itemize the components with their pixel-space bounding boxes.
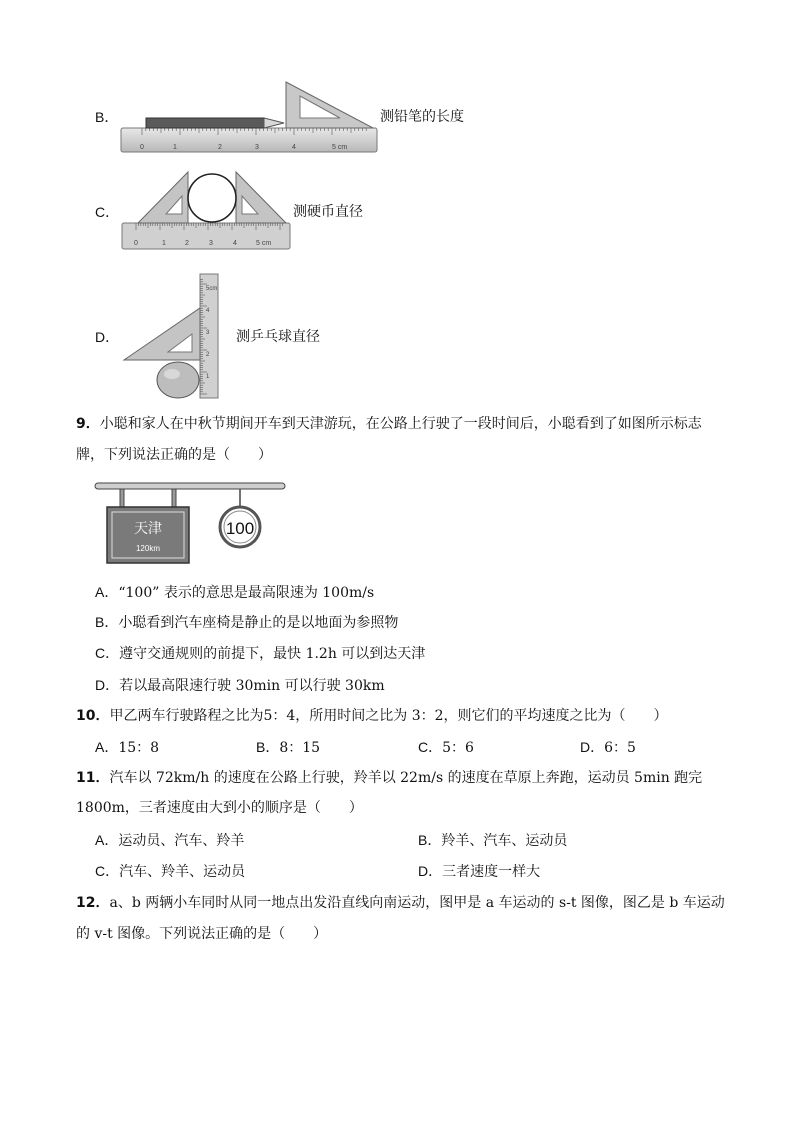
q8-option-b-letter: B．: [95, 109, 119, 125]
q10-option-c: [418, 737, 474, 758]
ruler-tick-label: 1: [162, 240, 166, 247]
option-letter: D．: [580, 739, 605, 755]
option-letter: C．: [95, 863, 120, 879]
option-text: 8：15: [279, 740, 321, 756]
option-letter: A．: [95, 832, 119, 848]
ruler-tick-label: 3: [206, 330, 210, 336]
q12-stem-text-1: a、b 两辆小车同时从同一地点出发沿直线向南运动，图甲是 a 车运动的 s-t 图像，图乙是 b 车运动: [109, 895, 725, 911]
option-letter: A．: [95, 739, 119, 755]
q9-number: 9．: [76, 416, 100, 432]
option-letter: A．: [95, 584, 119, 600]
pencil-shape: [146, 118, 264, 128]
q10-option-a: [95, 737, 159, 758]
option-letter: B．: [256, 739, 280, 755]
q11-stem-line2: 1800m，三者速度由大到小的顺序是（ ）: [76, 800, 363, 816]
ping-pong-ball-shape: [157, 362, 199, 398]
q12-stem-line2: 的 v-t 图像。下列说法正确的是（ ）: [76, 926, 328, 942]
sign-distance: 120km: [135, 544, 161, 553]
q9-option-a: [95, 582, 374, 603]
option-letter: C．: [418, 739, 443, 755]
q11-stem-text-1: 汽车以 72km/h 的速度在公路上行驶，羚羊以 22m/s 的速度在草原上奔跑，运动员 5min 跑完: [109, 770, 703, 786]
option-letter: C．: [95, 645, 120, 661]
q11-number: 11．: [76, 770, 110, 786]
ruler-tick-label: 1: [206, 374, 210, 380]
q11-stem-line1: [76, 768, 702, 788]
q10-stem: [76, 706, 668, 726]
option-letter: B．: [418, 832, 442, 848]
q9-stem-line2: 牌，下列说法正确的是（ ）: [76, 447, 272, 463]
ruler-tick-label: 5cm: [206, 286, 218, 292]
q10-option-b: [256, 737, 320, 758]
ruler-tick-label: 5 cm: [332, 144, 348, 151]
option-text: 若以最高限速行驶 30min 可以行驶 30km: [119, 678, 385, 694]
option-text: 羚羊、汽车、运动员: [441, 833, 568, 849]
ruler-tick-label: 2: [185, 240, 189, 247]
q8-option-d-label: 测乒乓球直径: [236, 329, 320, 345]
q11-option-d: [418, 861, 540, 882]
option-letter: B．: [95, 614, 119, 630]
option-letter: D．: [418, 863, 443, 879]
q11-option-c: [95, 861, 245, 882]
option-text: 15：8: [118, 740, 160, 756]
ruler-tick-label: 1: [173, 144, 177, 151]
q8-option-b-label: 测铅笔的长度: [380, 109, 464, 125]
option-text: 三者速度一样大: [442, 864, 541, 880]
option-text: 运动员、汽车、羚羊: [118, 833, 245, 849]
option-text: 6：5: [604, 740, 636, 756]
q10-number: 10．: [76, 708, 110, 724]
option-text: 遵守交通规则的前提下，最快 1.2h 可以到达天津: [119, 646, 426, 662]
coin-ruler-figure: [120, 168, 294, 254]
ruler-tick-label: 2: [218, 144, 222, 151]
ball-ruler-figure: [120, 272, 224, 400]
q11-option-a: [95, 830, 244, 851]
speed-limit-value: 100: [225, 519, 255, 538]
q10-option-d: [580, 737, 636, 758]
ruler-tick-label: 3: [209, 240, 213, 247]
option-text: 汽车、羚羊、运动员: [119, 864, 246, 880]
option-text: 5：6: [442, 740, 474, 756]
option-letter: D．: [95, 677, 120, 693]
q12-stem-line1: [76, 893, 725, 913]
q8-option-c-label: 测硬币直径: [293, 204, 363, 220]
option-text: 小聪看到汽车座椅是静止的是以地面为参照物: [118, 615, 399, 631]
q10-stem-text: 甲乙两车行驶路程之比为5：4，所用时间之比为 3：2，则它们的平均速度之比为（ ）: [109, 708, 668, 724]
ruler-tick-label: 4: [233, 240, 237, 247]
ruler-tick-label: 5 cm: [256, 240, 272, 247]
option-text: “100” 表示的意思是最高限速为 100m/s: [118, 585, 375, 601]
ruler-tick-label: 3: [255, 144, 259, 151]
road-sign-figure: [92, 478, 288, 568]
ruler-tick-label: 0: [140, 144, 144, 151]
ruler-tick-label: 0: [134, 240, 138, 247]
q9-option-c: [95, 643, 425, 664]
q9-option-b: [95, 612, 398, 633]
ruler-tick-label: 4: [206, 308, 210, 314]
q11-option-b: [418, 830, 567, 851]
sign-city: 天津: [134, 520, 162, 536]
q9-option-d: [95, 675, 385, 696]
set-square-shape: [286, 82, 373, 128]
q9-stem-line1: [76, 414, 702, 434]
q8-option-d-letter: D．: [95, 329, 120, 345]
q12-number: 12．: [76, 895, 110, 911]
q9-stem-text-1: 小聪和家人在中秋节期间开车到天津游玩，在公路上行驶了一段时间后，小聪看到了如图所示标志: [99, 416, 702, 432]
coin-shape: [188, 174, 236, 222]
pencil-ruler-figure: [118, 78, 380, 156]
ruler-tick-label: 2: [206, 352, 210, 358]
ruler-tick-label: 4: [292, 144, 296, 151]
q8-option-c-letter: C．: [95, 204, 120, 220]
